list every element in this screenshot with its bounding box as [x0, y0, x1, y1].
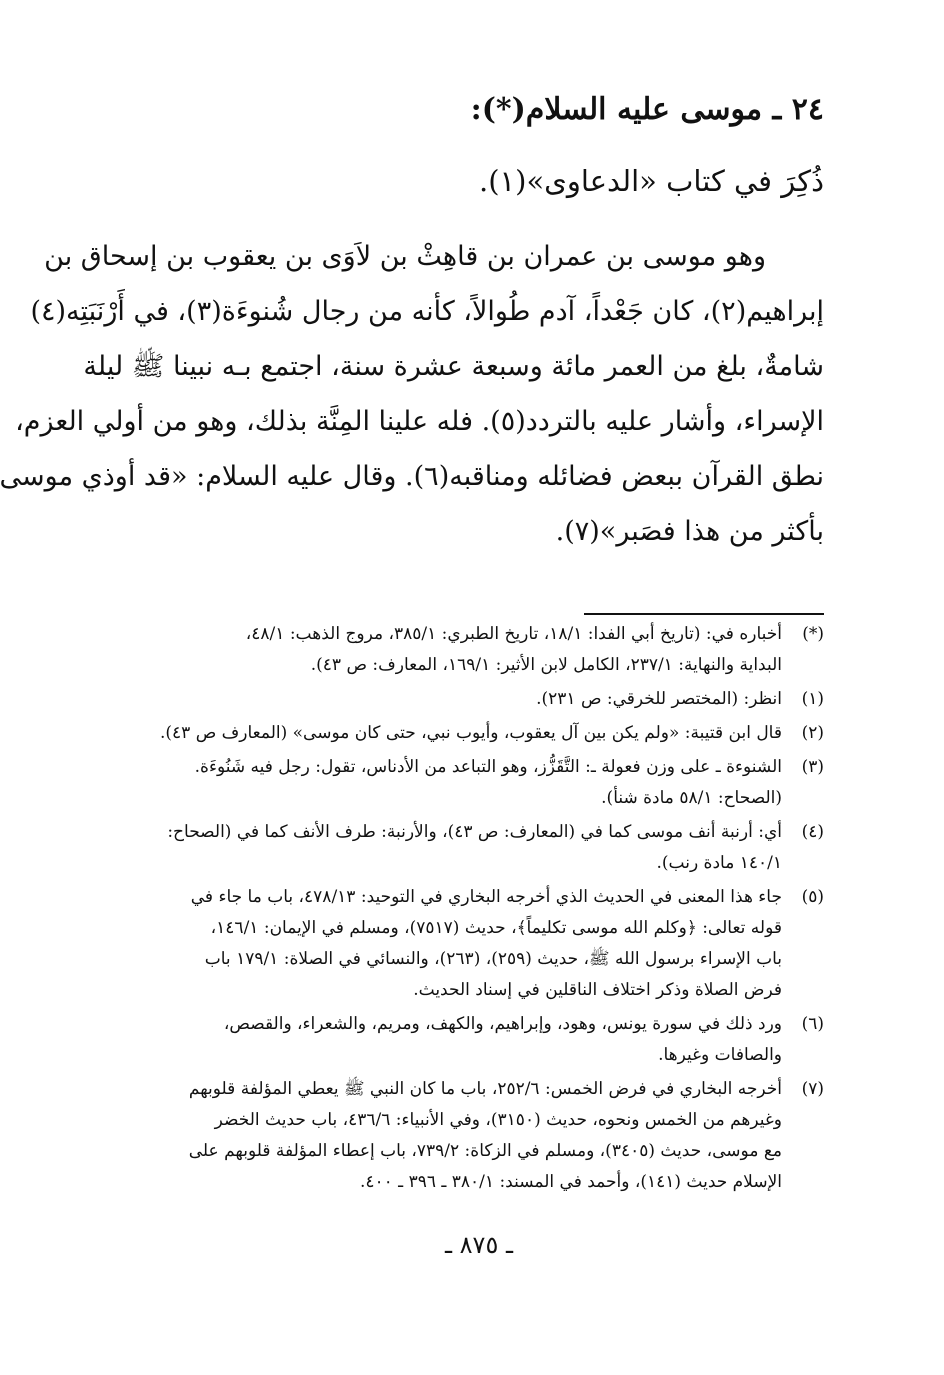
paragraph-line: إبراهيم(٢)، كان جَعْداً، آدم طُوالاً، كأنه من رجال شُنوءَة(٣)، في أَرْنَبَتِه(٤) [30, 296, 824, 327]
footnote-label: (٧) [801, 1079, 824, 1099]
footnote-line: أخرجه البخاري في فرض الخمس: ٢٥٢/٦، باب ما كان النبي ﷺ يعطي المؤلفة قلوبهم [188, 1079, 782, 1099]
footnote-line: أي: أرنبة أنف موسى كما في (المعارف: ص ٤٣)، والأرنبة: طرف الأنف كما في (الصحاح: [167, 822, 782, 842]
footnote-line: ورد ذلك في سورة يونس، وهود، وإبراهيم، والكهف، ومريم، والشعراء، والقصص، [223, 1014, 782, 1034]
footnote-label: (٤) [801, 822, 824, 842]
footnote-line: قال ابن قتيبة: «ولم يكن بين آل يعقوب، وأيوب نبي، حتى كان موسى» (المعارف ص ٤٣). [160, 723, 782, 743]
footnotes-list [124, 619, 824, 1201]
footnote-item [124, 817, 824, 879]
footnote-item [124, 684, 824, 715]
book-mention: ذُكِرَ في كتاب «الدعاوى»(١). [479, 164, 824, 198]
footnote-line: والصافات وغيرها. [658, 1045, 782, 1065]
footnote-line: البداية والنهاية: ٢٣٧/١، الكامل لابن الأثير: ١٦٩/١، المعارف: ص ٤٣). [310, 655, 782, 675]
paragraph-line: شامةٌ، بلغ من العمر مائة وسبعة عشرة سنة، اجتمع بـه نبينا ﷺ ليلة [83, 351, 824, 382]
paragraph-line: وهو موسى بن عمران بن قاهِثْ بن لاَوَى بن يعقوب بن إسحاق بن [44, 241, 766, 272]
main-paragraph [0, 229, 824, 559]
footnote-label: (*) [802, 624, 824, 644]
footnote-line: جاء هذا المعنى في الحديث الذي أخرجه البخاري في التوحيد: ٤٧٨/١٣، باب ما جاء في [190, 887, 782, 907]
footnote-line: وغيرهم من الخمس ونحوه، حديث (٣١٥٠)، وفي الأنبياء: ٤٣٦/٦، باب حديث الخضر [214, 1110, 782, 1130]
footnote-item [124, 718, 824, 749]
footnote-item [124, 619, 824, 681]
footnote-line: الإسلام حديث (١٤١)، وأحمد في المسند: ٣٨٠/١ ـ ٣٩٦ ـ ٤٠٠. [359, 1172, 782, 1192]
section-heading: ٢٤ ـ موسى عليه السلام(*): [470, 92, 824, 127]
footnote-label: (٣) [801, 757, 824, 777]
footnote-line: الشنوءة ـ على وزن فعولة ـ: التَّقَزُّز، وهو التباعد من الأدناس، تقول: رجل فيه شَنُوءَة. [194, 757, 782, 777]
footnote-label: (٥) [801, 887, 824, 907]
footnote-item [124, 1009, 824, 1071]
footnote-line: قوله تعالى: ﴿وكلم الله موسى تكليماً﴾، حديث (٧٥١٧)، ومسلم في الإيمان: ١٤٦/١، [210, 918, 782, 938]
paragraph-line: الإسراء، وأشار عليه بالتردد(٥). فله علينا المِنَّة بذلك، وهو من أولي العزم، [15, 406, 824, 437]
footnote-label: (٦) [801, 1014, 824, 1034]
paragraph-line: نطق القرآن ببعض فضائله ومناقبه(٦). وقال عليه السلام: «قد أوذي موسى [0, 461, 824, 492]
footnote-label: (٢) [801, 723, 824, 743]
paragraph-line: بأكثر من هذا فصَبر»(٧). [555, 516, 824, 547]
footnote-line: مع موسى، حديث (٣٤٠٥)، ومسلم في الزكاة: ٧٣٩/٢، باب إعطاء المؤلفة قلوبهم على [188, 1141, 782, 1161]
footnote-label: (١) [801, 689, 824, 709]
page-number: ـ ٨٧٥ ـ [444, 1231, 513, 1259]
footnote-item [124, 752, 824, 814]
footnote-line: أخباره في: (تاريخ أبي الفدا: ١٨/١، تاريخ الطبري: ٣٨٥/١، مروج الذهب: ٤٨/١، [245, 624, 782, 644]
footnote-line: ١٤٠/١ مادة رنب). [656, 853, 782, 873]
footnote-item [124, 1074, 824, 1198]
footnote-item [124, 882, 824, 1006]
footnote-line: انظر: (المختصر للخرقي: ص ٢٣١). [536, 689, 782, 709]
footnote-line: فرض الصلاة وذكر اختلاف الناقلين في إسناد الحديث. [413, 980, 782, 1000]
footnote-separator [584, 613, 824, 615]
footnote-line: (الصحاح: ٥٨/١ مادة شنأ). [601, 788, 782, 808]
footnote-line: باب الإسراء برسول الله ﷺ، حديث (٢٥٩)، (٢٦٣)، والنسائي في الصلاة: ١٧٩/١ باب [204, 949, 782, 969]
